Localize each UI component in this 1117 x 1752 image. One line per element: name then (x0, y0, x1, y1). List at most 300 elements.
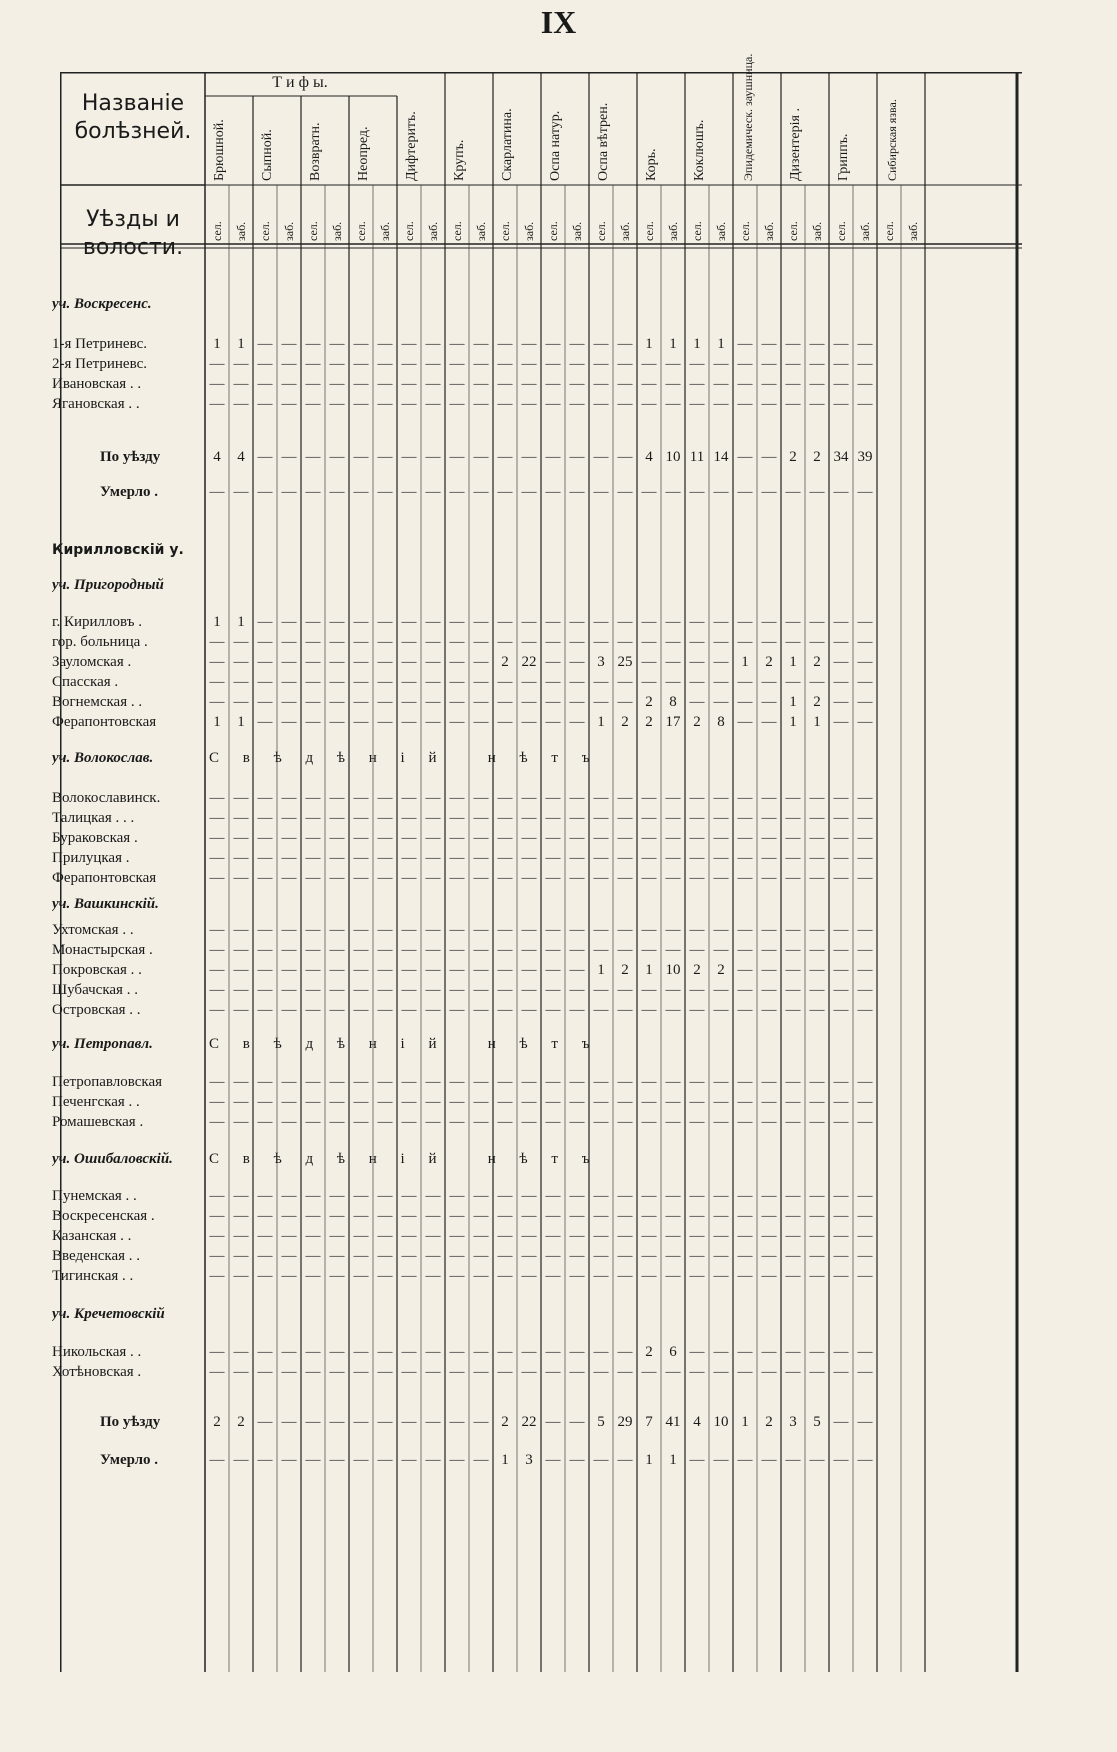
row-label: Печенгская . . (52, 1094, 140, 1110)
table-cell: — (425, 376, 441, 392)
table-cell: — (857, 982, 873, 998)
table-cell: — (569, 396, 585, 412)
table-cell: — (713, 1268, 729, 1284)
table-cell: — (857, 1452, 873, 1468)
table-cell: — (785, 830, 801, 846)
table-cell: — (833, 654, 849, 670)
table-cell: 1 (237, 614, 245, 630)
table-cell: — (713, 376, 729, 392)
table-cell: 1 (213, 614, 221, 630)
table-cell: — (377, 942, 393, 958)
table-cell: — (545, 449, 561, 465)
row-label: Волокославинск. (52, 790, 161, 806)
table-cell: — (545, 830, 561, 846)
table-cell: — (209, 942, 225, 958)
row-label: Ромашевская . (52, 1114, 144, 1130)
table-cell: — (689, 790, 705, 806)
table-cell: — (617, 614, 633, 630)
subheader-zab: заб. (762, 221, 776, 241)
table-cell: — (857, 376, 873, 392)
table-cell: — (473, 1414, 489, 1430)
table-cell: 2 (813, 449, 821, 465)
table-cell: — (425, 694, 441, 710)
table-cell: — (545, 962, 561, 978)
table-cell: — (425, 810, 441, 826)
disease-header: Коклюшъ. (692, 119, 707, 181)
table-cell: — (785, 1002, 801, 1018)
row-label: Казанская . . (52, 1228, 132, 1244)
table-cell: — (281, 830, 297, 846)
table-cell: — (833, 1452, 849, 1468)
table-cell: — (305, 396, 321, 412)
table-cell: — (329, 1208, 345, 1224)
table-cell: 8 (717, 714, 725, 730)
table-cell: — (833, 1094, 849, 1110)
table-cell: — (449, 830, 465, 846)
table-cell: — (761, 376, 777, 392)
table-cell: — (425, 1248, 441, 1264)
table-cell: — (785, 962, 801, 978)
table-cell: — (521, 1114, 537, 1130)
table-cell: — (425, 870, 441, 886)
table-cell: — (689, 810, 705, 826)
table-cell: — (401, 1364, 417, 1380)
table-cell: — (713, 654, 729, 670)
table-cell: — (665, 790, 681, 806)
table-cell: — (761, 1452, 777, 1468)
table-cell: — (737, 614, 753, 630)
table-cell: — (377, 962, 393, 978)
table-cell: 4 (645, 449, 653, 465)
table-cell: — (473, 1248, 489, 1264)
table-cell: — (761, 1268, 777, 1284)
table-cell: — (353, 356, 369, 372)
table-cell: — (257, 484, 273, 500)
subheader-zab: заб. (234, 221, 248, 241)
table-cell: — (593, 1114, 609, 1130)
table-cell: — (209, 962, 225, 978)
total-row (60, 482, 1022, 502)
table-cell: — (209, 810, 225, 826)
table-cell: — (257, 694, 273, 710)
row-label: Островская . . (52, 1002, 141, 1018)
table-cell: — (209, 1344, 225, 1360)
disease-header: Оспа вѣтрен. (596, 102, 611, 181)
table-cell: — (377, 870, 393, 886)
table-cell: — (665, 1002, 681, 1018)
table-cell: 1 (597, 962, 605, 978)
table-cell: — (617, 1002, 633, 1018)
table-cell: — (305, 810, 321, 826)
table-cell: — (281, 654, 297, 670)
table-cell: — (569, 962, 585, 978)
table-cell: — (329, 1414, 345, 1430)
table-cell: — (545, 1094, 561, 1110)
subheader-sel: сел. (450, 221, 464, 241)
table-cell: — (641, 850, 657, 866)
table-cell: — (449, 449, 465, 465)
table-cell: — (713, 1002, 729, 1018)
table-cell: — (497, 962, 513, 978)
table-cell: — (569, 810, 585, 826)
table-cell: — (521, 634, 537, 650)
table-cell: 1 (789, 654, 797, 670)
table-cell: — (377, 694, 393, 710)
table-cell: — (809, 1094, 825, 1110)
table-cell: — (257, 810, 273, 826)
table-cell: — (209, 1094, 225, 1110)
table-cell: — (569, 674, 585, 690)
table-cell: — (617, 376, 633, 392)
table-cell: — (737, 356, 753, 372)
table-cell: 2 (813, 694, 821, 710)
table-cell: — (425, 1364, 441, 1380)
table-cell: — (617, 1188, 633, 1204)
table-cell: — (449, 1188, 465, 1204)
table-cell: — (497, 1094, 513, 1110)
table-row (52, 1092, 1022, 1112)
table-row (52, 980, 1022, 1000)
table-cell: 10 (665, 449, 681, 465)
table-cell: — (809, 1452, 825, 1468)
table-cell: 2 (645, 714, 653, 730)
table-cell: — (329, 982, 345, 998)
table-cell: — (329, 1248, 345, 1264)
table-cell: — (449, 1074, 465, 1090)
table-cell: — (641, 1208, 657, 1224)
table-cell: — (449, 1414, 465, 1430)
table-cell: — (329, 1228, 345, 1244)
table-cell: — (545, 376, 561, 392)
table-row (52, 1072, 1022, 1092)
table-cell: — (641, 1002, 657, 1018)
table-cell: — (305, 1248, 321, 1264)
table-cell: — (809, 376, 825, 392)
table-cell: — (713, 870, 729, 886)
table-cell: — (785, 376, 801, 392)
table-cell: — (641, 674, 657, 690)
table-cell: — (209, 922, 225, 938)
table-cell: — (497, 1002, 513, 1018)
table-cell: — (545, 356, 561, 372)
table-cell: — (353, 1002, 369, 1018)
table-cell: 34 (833, 449, 849, 465)
table-cell: — (305, 654, 321, 670)
table-cell: — (401, 1188, 417, 1204)
table-cell: — (689, 396, 705, 412)
table-row (52, 960, 1022, 980)
table-cell: — (761, 850, 777, 866)
table-cell: — (545, 870, 561, 886)
table-cell: — (857, 1228, 873, 1244)
table-cell: — (305, 1074, 321, 1090)
table-cell: — (665, 922, 681, 938)
table-cell: — (497, 1364, 513, 1380)
table-cell: 29 (617, 1414, 633, 1430)
table-cell: — (593, 634, 609, 650)
table-cell: — (737, 714, 753, 730)
table-cell: — (377, 922, 393, 938)
table-cell: — (545, 694, 561, 710)
table-row (52, 334, 1022, 354)
table-cell: — (833, 614, 849, 630)
table-cell: — (209, 1452, 225, 1468)
table-cell: — (401, 790, 417, 806)
table-cell: — (689, 1268, 705, 1284)
table-cell: — (665, 396, 681, 412)
table-cell: 2 (765, 1414, 773, 1430)
table-cell: — (305, 356, 321, 372)
table-cell: — (353, 396, 369, 412)
table-cell: — (401, 1208, 417, 1224)
table-cell: 1 (789, 714, 797, 730)
row-label: уч. Петропавл. (52, 1036, 153, 1052)
table-cell: — (233, 1268, 249, 1284)
table-cell: — (857, 962, 873, 978)
table-cell: — (281, 396, 297, 412)
section-row (52, 748, 1022, 768)
table-cell: 4 (213, 449, 221, 465)
table-cell: — (761, 810, 777, 826)
table-cell: — (353, 1188, 369, 1204)
table-cell: — (497, 614, 513, 630)
subheader-zab: заб. (618, 221, 632, 241)
table-cell: — (377, 674, 393, 690)
table-cell: — (353, 1452, 369, 1468)
table-cell: — (713, 614, 729, 630)
table-row (52, 868, 1022, 888)
table-cell: — (305, 694, 321, 710)
table-row (52, 808, 1022, 828)
table-cell: — (401, 850, 417, 866)
table-cell: — (425, 1074, 441, 1090)
table-cell: — (809, 870, 825, 886)
table-cell: — (233, 962, 249, 978)
table-cell: — (353, 634, 369, 650)
table-cell: — (785, 1228, 801, 1244)
table-cell: — (497, 376, 513, 392)
table-cell: — (209, 356, 225, 372)
table-cell: — (809, 396, 825, 412)
table-cell: — (377, 1452, 393, 1468)
disease-header: Дифтеритъ. (404, 111, 419, 181)
table-cell: — (641, 1228, 657, 1244)
table-cell: — (593, 1228, 609, 1244)
table-row (52, 394, 1022, 414)
table-cell: — (497, 449, 513, 465)
table-cell: — (593, 336, 609, 352)
disease-header: Гриппъ. (836, 133, 851, 181)
table-cell: — (497, 634, 513, 650)
table-cell: — (449, 1452, 465, 1468)
table-cell: — (713, 850, 729, 866)
table-cell: — (761, 1002, 777, 1018)
table-cell: — (377, 1248, 393, 1264)
table-cell: — (641, 830, 657, 846)
table-cell: — (497, 1114, 513, 1130)
table-cell: — (713, 1114, 729, 1130)
table-cell: — (233, 1114, 249, 1130)
table-cell: — (233, 694, 249, 710)
table-cell: — (809, 1248, 825, 1264)
table-cell: — (257, 356, 273, 372)
table-cell: — (569, 1074, 585, 1090)
table-cell: — (449, 850, 465, 866)
table-cell: — (497, 1074, 513, 1090)
table-cell: — (449, 1364, 465, 1380)
table-cell: — (401, 942, 417, 958)
table-cell: — (569, 870, 585, 886)
table-cell: — (689, 982, 705, 998)
subheader-sel: сел. (546, 221, 560, 241)
table-cell: — (209, 674, 225, 690)
table-cell: — (521, 1364, 537, 1380)
table-cell: — (233, 376, 249, 392)
table-cell: — (497, 356, 513, 372)
table-cell: — (809, 790, 825, 806)
subheader-zab: заб. (858, 221, 872, 241)
row-label: Ухтомская . . (52, 922, 134, 938)
table-cell: — (761, 942, 777, 958)
table-cell: — (209, 1074, 225, 1090)
table-cell: — (425, 714, 441, 730)
table-cell: — (257, 1188, 273, 1204)
table-cell: — (353, 1208, 369, 1224)
table-cell: — (329, 714, 345, 730)
table-cell: — (377, 614, 393, 630)
table-cell: — (521, 694, 537, 710)
table-cell: — (665, 1228, 681, 1244)
table-cell: — (329, 1094, 345, 1110)
table-cell: — (593, 1074, 609, 1090)
table-cell: — (833, 830, 849, 846)
table-cell: — (449, 942, 465, 958)
table-cell: — (473, 674, 489, 690)
table-cell: — (401, 396, 417, 412)
table-cell: — (761, 714, 777, 730)
total-row (60, 1450, 1022, 1470)
table-cell: — (425, 790, 441, 806)
table-cell: — (545, 654, 561, 670)
table-cell: — (473, 1094, 489, 1110)
table-cell: — (809, 484, 825, 500)
table-cell: — (473, 942, 489, 958)
table-cell: — (737, 790, 753, 806)
table-cell: — (713, 1188, 729, 1204)
table-cell: — (449, 1208, 465, 1224)
table-cell: — (521, 1344, 537, 1360)
table-cell: — (281, 982, 297, 998)
table-cell: — (545, 1344, 561, 1360)
table-cell: — (353, 674, 369, 690)
subheader-zab: заб. (810, 221, 824, 241)
table-cell: — (377, 850, 393, 866)
table-cell: — (665, 1364, 681, 1380)
table-cell: — (833, 1248, 849, 1264)
table-cell: — (425, 1268, 441, 1284)
table-cell: 3 (597, 654, 605, 670)
table-cell: — (785, 1094, 801, 1110)
table-cell: — (737, 1268, 753, 1284)
total-row (60, 1412, 1022, 1432)
table-cell: 3 (789, 1414, 797, 1430)
table-cell: — (593, 1094, 609, 1110)
row-label: уч. Вашкинскій. (52, 896, 159, 912)
table-cell: — (545, 1364, 561, 1380)
row-label: гор. больница . (52, 634, 148, 650)
table-cell: — (233, 356, 249, 372)
table-cell: — (353, 449, 369, 465)
table-cell: 25 (617, 654, 633, 670)
table-cell: — (833, 634, 849, 650)
table-cell: — (209, 1114, 225, 1130)
table-cell: — (761, 870, 777, 886)
table-cell: — (401, 484, 417, 500)
table-cell: — (593, 790, 609, 806)
table-cell: — (209, 790, 225, 806)
table-cell: 3 (525, 1452, 533, 1468)
table-cell: — (497, 714, 513, 730)
table-cell: — (521, 1228, 537, 1244)
table-cell: — (521, 870, 537, 886)
table-cell: — (425, 356, 441, 372)
table-cell: — (545, 1452, 561, 1468)
table-cell: — (425, 634, 441, 650)
table-cell: — (713, 942, 729, 958)
table-cell: — (617, 1248, 633, 1264)
table-cell: — (785, 850, 801, 866)
table-cell: — (329, 1002, 345, 1018)
table-cell: — (713, 790, 729, 806)
table-cell: — (617, 449, 633, 465)
table-cell: — (377, 1094, 393, 1110)
table-cell: — (569, 376, 585, 392)
table-cell: — (281, 1208, 297, 1224)
table-cell: — (785, 634, 801, 650)
table-cell: — (449, 634, 465, 650)
table-cell: — (473, 336, 489, 352)
table-cell: — (713, 356, 729, 372)
table-cell: — (737, 694, 753, 710)
row-label: Ферапонтовская (52, 714, 157, 730)
table-cell: — (521, 922, 537, 938)
table-cell: — (665, 376, 681, 392)
table-cell: — (329, 1188, 345, 1204)
table-cell: — (689, 356, 705, 372)
row-label: Введенская . . (52, 1248, 141, 1264)
table-cell: — (353, 830, 369, 846)
table-cell: — (857, 810, 873, 826)
row-label: Вогнемская . . (52, 694, 143, 710)
table-cell: — (233, 1228, 249, 1244)
table-cell: — (233, 1364, 249, 1380)
row-label: Прилуцкая . (52, 850, 130, 866)
table-cell: — (305, 714, 321, 730)
table-cell: — (425, 1114, 441, 1130)
table-cell: — (425, 1344, 441, 1360)
table-cell: — (257, 1248, 273, 1264)
table-cell: — (353, 962, 369, 978)
table-cell: — (377, 1364, 393, 1380)
table-cell: — (353, 1364, 369, 1380)
table-row (52, 848, 1022, 868)
table-cell: — (833, 790, 849, 806)
table-cell: — (305, 870, 321, 886)
table-cell: — (737, 942, 753, 958)
table-cell: — (857, 714, 873, 730)
table-cell: — (809, 1268, 825, 1284)
table-cell: — (473, 654, 489, 670)
